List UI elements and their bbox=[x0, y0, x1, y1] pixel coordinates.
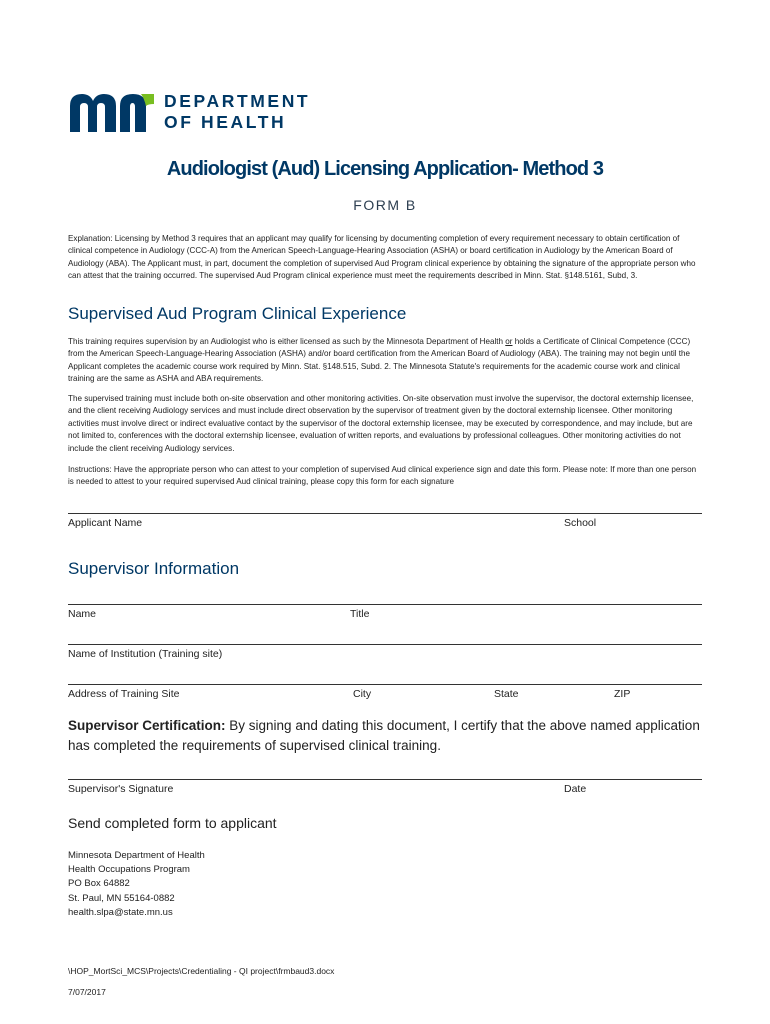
instructions-paragraph: Instructions: Have the appropriate person who can attest to your completion of supervised Aud clinical experience sign and date this form. Please note: If more than one person is needed to attest to your required supervised Aud clinical training, please copy this form for each signature bbox=[68, 465, 697, 487]
supervisor-certification: Supervisor Certification: By signing and dating this document, I certify that the above named application has completed the requirements of supervised clinical training. bbox=[68, 718, 700, 753]
training-paragraph: The supervised training must include both on-site observation and other monitoring activities. On-site observation must involve the supervisor, the doctoral externship licensee, and the client receiving Audiology services and must include direct observation by the supervisor of treatment given by the doctoral externship licensee. Other monitoring activities must involve direct or indirect evaluative contact by the supervisor of the doctoral externship licensee, may be executed by correspondence, and may include, but are not limited to, conferences with the doctoral externship licensee, evaluation of written reports, and evaluations by professional colleagues. Other monitoring activities do not include the client receiving Audiology services. bbox=[68, 394, 694, 453]
applicant-signature-line[interactable] bbox=[68, 513, 702, 514]
address-line[interactable] bbox=[68, 684, 702, 685]
logo-line-2: OF HEALTH bbox=[164, 112, 287, 132]
logo-line-1: DEPARTMENT bbox=[164, 91, 311, 111]
form-label: FORM B bbox=[353, 197, 417, 213]
supervisor-signature-label: Supervisor's Signature bbox=[68, 783, 174, 795]
supervisor-name-line[interactable] bbox=[68, 604, 702, 605]
document-title: Audiologist (Aud) Licensing Application- Method 3 bbox=[166, 158, 604, 180]
send-completed-form-heading: Send completed form to applicant bbox=[68, 815, 277, 831]
mailing-address bbox=[68, 849, 205, 920]
revision-date: 7/07/2017 bbox=[68, 987, 106, 997]
file-path: \HOP_MortSci_MCS\Projects\Credentialing - QI project\frmbaud3.docx bbox=[68, 966, 335, 976]
address-label: Address of Training Site bbox=[68, 688, 180, 700]
institution-label: Name of Institution (Training site) bbox=[68, 648, 223, 660]
email-address[interactable]: health.slpa@state.mn.us bbox=[68, 906, 173, 918]
explanation-paragraph: Explanation: Licensing by Method 3 requires that an applicant may qualify for licensing by documenting completion of every requirement necessary to obtain certification of clinical competence in Audiology (CCC-A) from the American Speech-Language-Hearing Association (ASHA) or board certification in Audiology by the American Board of Audiology (ABA). The Applicant must, in part, document the completion of supervised Aud Program clinical experience by obtaining the signature of the appropriate person who can attest that the training occurred. The supervised Aud Program clinical experience must meet the requirements described in Minn. Stat. §148.5161, Subd, 3. bbox=[68, 234, 696, 281]
supervisor-information-heading: Supervisor Information bbox=[68, 559, 240, 578]
institution-line[interactable] bbox=[68, 644, 702, 645]
address-line-1: Minnesota Department of Health bbox=[68, 850, 205, 861]
school-label: School bbox=[564, 517, 597, 529]
zip-label: ZIP bbox=[614, 688, 631, 700]
state-label: State bbox=[494, 688, 519, 700]
city-label: City bbox=[353, 688, 372, 700]
address-line-2: Health Occupations Program bbox=[68, 864, 190, 876]
applicant-name-label: Applicant Name bbox=[68, 517, 143, 529]
supervisor-name-label: Name bbox=[68, 608, 97, 620]
mn-logo-icon bbox=[68, 92, 154, 132]
supervisor-title-label: Title bbox=[350, 608, 370, 620]
supervisor-signature-line[interactable] bbox=[68, 779, 702, 780]
clinical-experience-heading: Supervised Aud Program Clinical Experience bbox=[68, 304, 407, 323]
or-underlined: or bbox=[505, 337, 513, 346]
address-line-3: PO Box 64882 bbox=[68, 878, 130, 890]
certification-label: Supervisor Certification: bbox=[68, 718, 226, 733]
supervision-paragraph: This training requires supervision by an Audiologist who is either licensed as such by the Minnesota Department of Health or holds a Certificate of Clinical Competence (CCC) from the American Speech-Language-Hearing Association (ASHA) and/or board certification from the American Board of Audiology (ABA). The training may not begin until the Applicant completes the academic course work required by Minn. Stat. §148.515, Subd. 2. The Minnesota Statute's requirements for the academic course work and clinical training are the same as ASHA and ABA requirements. bbox=[68, 337, 691, 384]
date-label: Date bbox=[564, 783, 587, 795]
address-line-4: St. Paul, MN 55164-0882 bbox=[68, 892, 175, 904]
department-of-health-logo-text bbox=[164, 91, 310, 133]
